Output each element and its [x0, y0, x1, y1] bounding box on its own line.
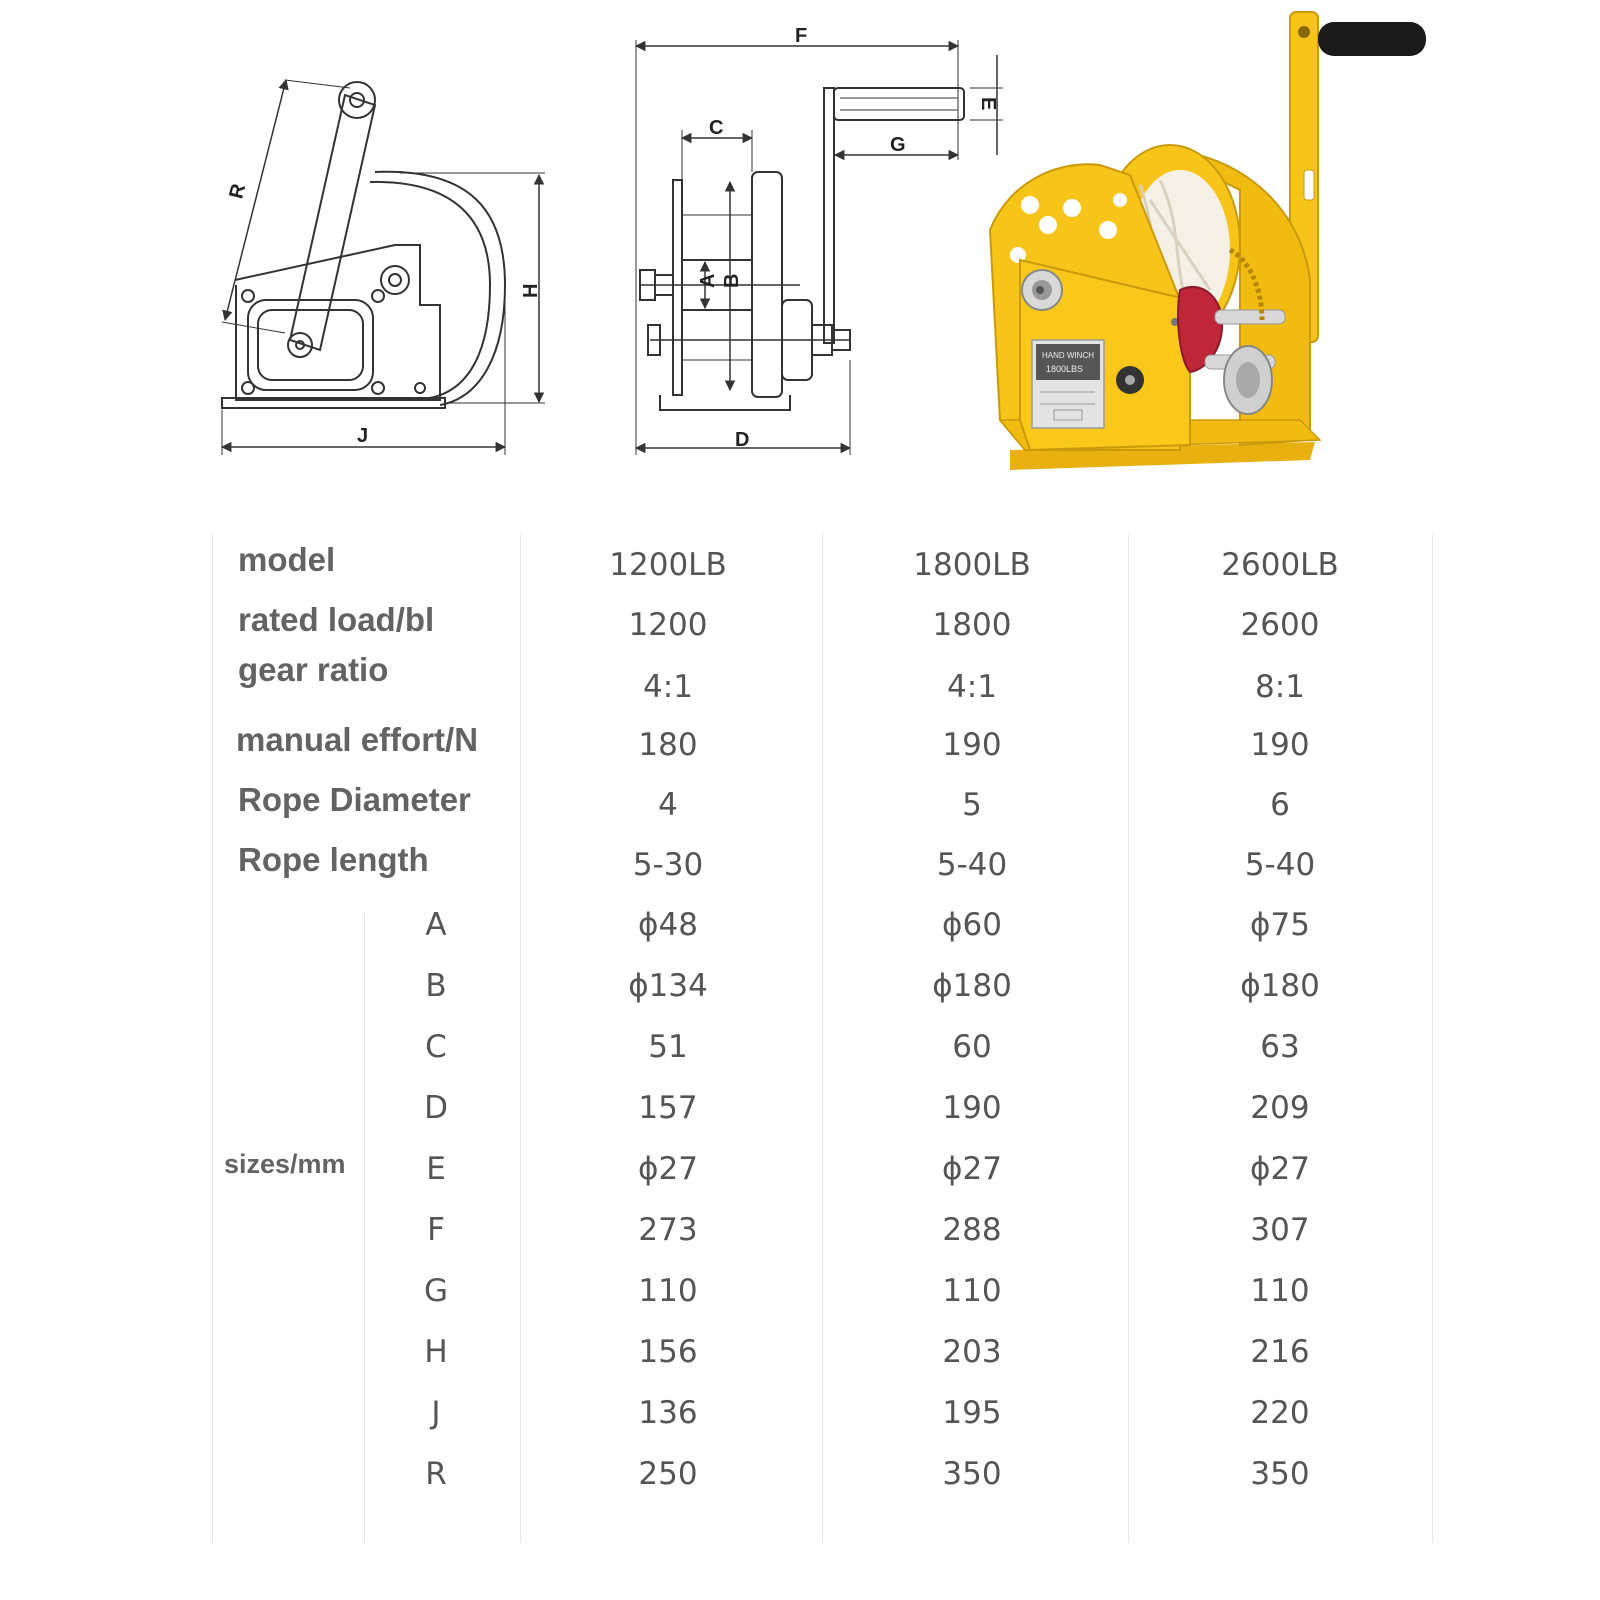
cell-size-d-1800: 190: [942, 1090, 1002, 1126]
cell-size-b-2600: ϕ180: [1240, 968, 1320, 1004]
dim-label-f: F: [795, 25, 808, 47]
size-row-r: [212, 1442, 1422, 1502]
cell-rope-length-1800: 5-40: [936, 847, 1008, 883]
dim-label-g: G: [890, 134, 906, 156]
dim-label-a: A: [697, 273, 719, 288]
cell-size-h-1800: 203: [942, 1334, 1002, 1370]
cell-size-h-2600: 216: [1250, 1334, 1310, 1370]
cell-size-b-1200: ϕ134: [628, 968, 708, 1004]
table-row-model: [212, 533, 1422, 593]
cell-rope-diameter-1200: 4: [658, 787, 678, 823]
size-letter-r: R: [425, 1456, 447, 1492]
cell-size-e-1800: ϕ27: [942, 1151, 1002, 1187]
size-letter-b: B: [425, 968, 447, 1004]
cell-gear-ratio-1200: 4:1: [643, 669, 693, 705]
size-row-e: [212, 1137, 1422, 1197]
cell-rope-length-2600: 5-40: [1244, 847, 1316, 883]
size-letter-h: H: [424, 1334, 448, 1370]
cell-size-b-1800: ϕ180: [932, 968, 1012, 1004]
cell-model-1800: 1800LB: [913, 547, 1031, 583]
row-label-model: model: [238, 541, 336, 578]
size-letter-d: D: [424, 1090, 448, 1126]
cell-size-c-1200: 51: [648, 1029, 688, 1065]
row-label-manual-effort: manual effort/N: [236, 721, 479, 758]
cell-rated-load-1200: 1200: [628, 607, 708, 643]
table-row-gear-ratio: [212, 653, 1422, 713]
cell-rated-load-2600: 2600: [1240, 607, 1320, 643]
winch-product-illustration: [990, 12, 1426, 470]
cell-manual-effort-1800: 190: [942, 727, 1002, 763]
size-row-f: [212, 1198, 1422, 1258]
cell-size-f-2600: 307: [1250, 1212, 1310, 1248]
size-letter-a: A: [425, 907, 447, 943]
size-letter-j: J: [431, 1395, 441, 1431]
cell-size-r-1800: 350: [942, 1456, 1002, 1492]
cell-size-f-1200: 273: [638, 1212, 698, 1248]
cell-size-j-2600: 220: [1250, 1395, 1310, 1431]
sizes-group-label: sizes/mm: [224, 1149, 346, 1179]
cell-size-r-1200: 250: [638, 1456, 698, 1492]
front-view-drawing: [636, 40, 1003, 455]
side-view-drawing: [222, 80, 545, 455]
cell-model-2600: 2600LB: [1221, 547, 1339, 583]
row-label-rope-length: Rope length: [238, 841, 429, 878]
cell-rated-load-1800: 1800: [932, 607, 1012, 643]
size-letter-g: G: [423, 1273, 449, 1309]
cell-size-a-2600: ϕ75: [1250, 907, 1310, 943]
cell-size-r-2600: 350: [1250, 1456, 1310, 1492]
cell-size-e-2600: ϕ27: [1250, 1151, 1310, 1187]
cell-size-c-1800: 60: [952, 1029, 992, 1065]
size-row-c: [212, 1015, 1422, 1075]
cell-size-c-2600: 63: [1260, 1029, 1300, 1065]
table-row-rope-diameter: [212, 773, 1422, 833]
cell-rope-diameter-2600: 6: [1270, 787, 1290, 823]
size-row-d: [212, 1076, 1422, 1136]
dim-label-b: B: [721, 273, 743, 288]
size-row-b: [212, 954, 1422, 1014]
table-row-rope-length: [212, 833, 1422, 893]
dim-label-e: E: [977, 97, 999, 111]
cell-rope-length-1200: 5-30: [632, 847, 704, 883]
cell-manual-effort-1200: 180: [638, 727, 698, 763]
cell-size-j-1200: 136: [638, 1395, 698, 1431]
row-label-gear-ratio: gear ratio: [238, 651, 389, 688]
cell-size-d-1200: 157: [638, 1090, 698, 1126]
size-row-h: [212, 1320, 1422, 1380]
size-letter-e: E: [426, 1151, 446, 1187]
cell-size-a-1200: ϕ48: [638, 907, 698, 943]
cell-rope-diameter-1800: 5: [962, 787, 982, 823]
nameplate-line2: 1800LBS: [1046, 364, 1084, 374]
cell-size-a-1800: ϕ60: [942, 907, 1002, 943]
dim-label-j: J: [357, 425, 369, 447]
size-letter-f: F: [427, 1212, 445, 1248]
cell-size-h-1200: 156: [638, 1334, 698, 1370]
row-label-rated-load: rated load/bl: [238, 601, 435, 638]
dim-label-c: C: [709, 117, 724, 139]
cell-size-e-1200: ϕ27: [638, 1151, 698, 1187]
cell-size-j-1800: 195: [942, 1395, 1002, 1431]
cell-gear-ratio-1800: 4:1: [947, 669, 997, 705]
cell-manual-effort-2600: 190: [1250, 727, 1310, 763]
cell-size-g-2600: 110: [1250, 1273, 1310, 1309]
row-label-rope-diameter: Rope Diameter: [238, 781, 471, 818]
size-row-g: [212, 1259, 1422, 1319]
cell-model-1200: 1200LB: [609, 547, 727, 583]
dim-label-h: H: [520, 283, 542, 298]
table-row-rated-load: [212, 593, 1422, 653]
size-row-a: [212, 893, 1422, 953]
dim-label-d: D: [735, 429, 750, 451]
nameplate-line1: HAND WINCH: [1042, 351, 1094, 360]
technical-drawings: [0, 0, 1600, 500]
size-letter-c: C: [425, 1029, 447, 1065]
dim-label-r: R: [225, 181, 251, 201]
size-row-j: [212, 1381, 1422, 1441]
spec-table: [212, 533, 1422, 1543]
cell-size-g-1200: 110: [638, 1273, 698, 1309]
table-right-border: [1432, 533, 1433, 1543]
cell-size-g-1800: 110: [942, 1273, 1002, 1309]
cell-size-d-2600: 209: [1250, 1090, 1310, 1126]
cell-gear-ratio-2600: 8:1: [1255, 669, 1305, 705]
table-row-manual-effort: [212, 713, 1422, 773]
cell-size-f-1800: 288: [942, 1212, 1002, 1248]
